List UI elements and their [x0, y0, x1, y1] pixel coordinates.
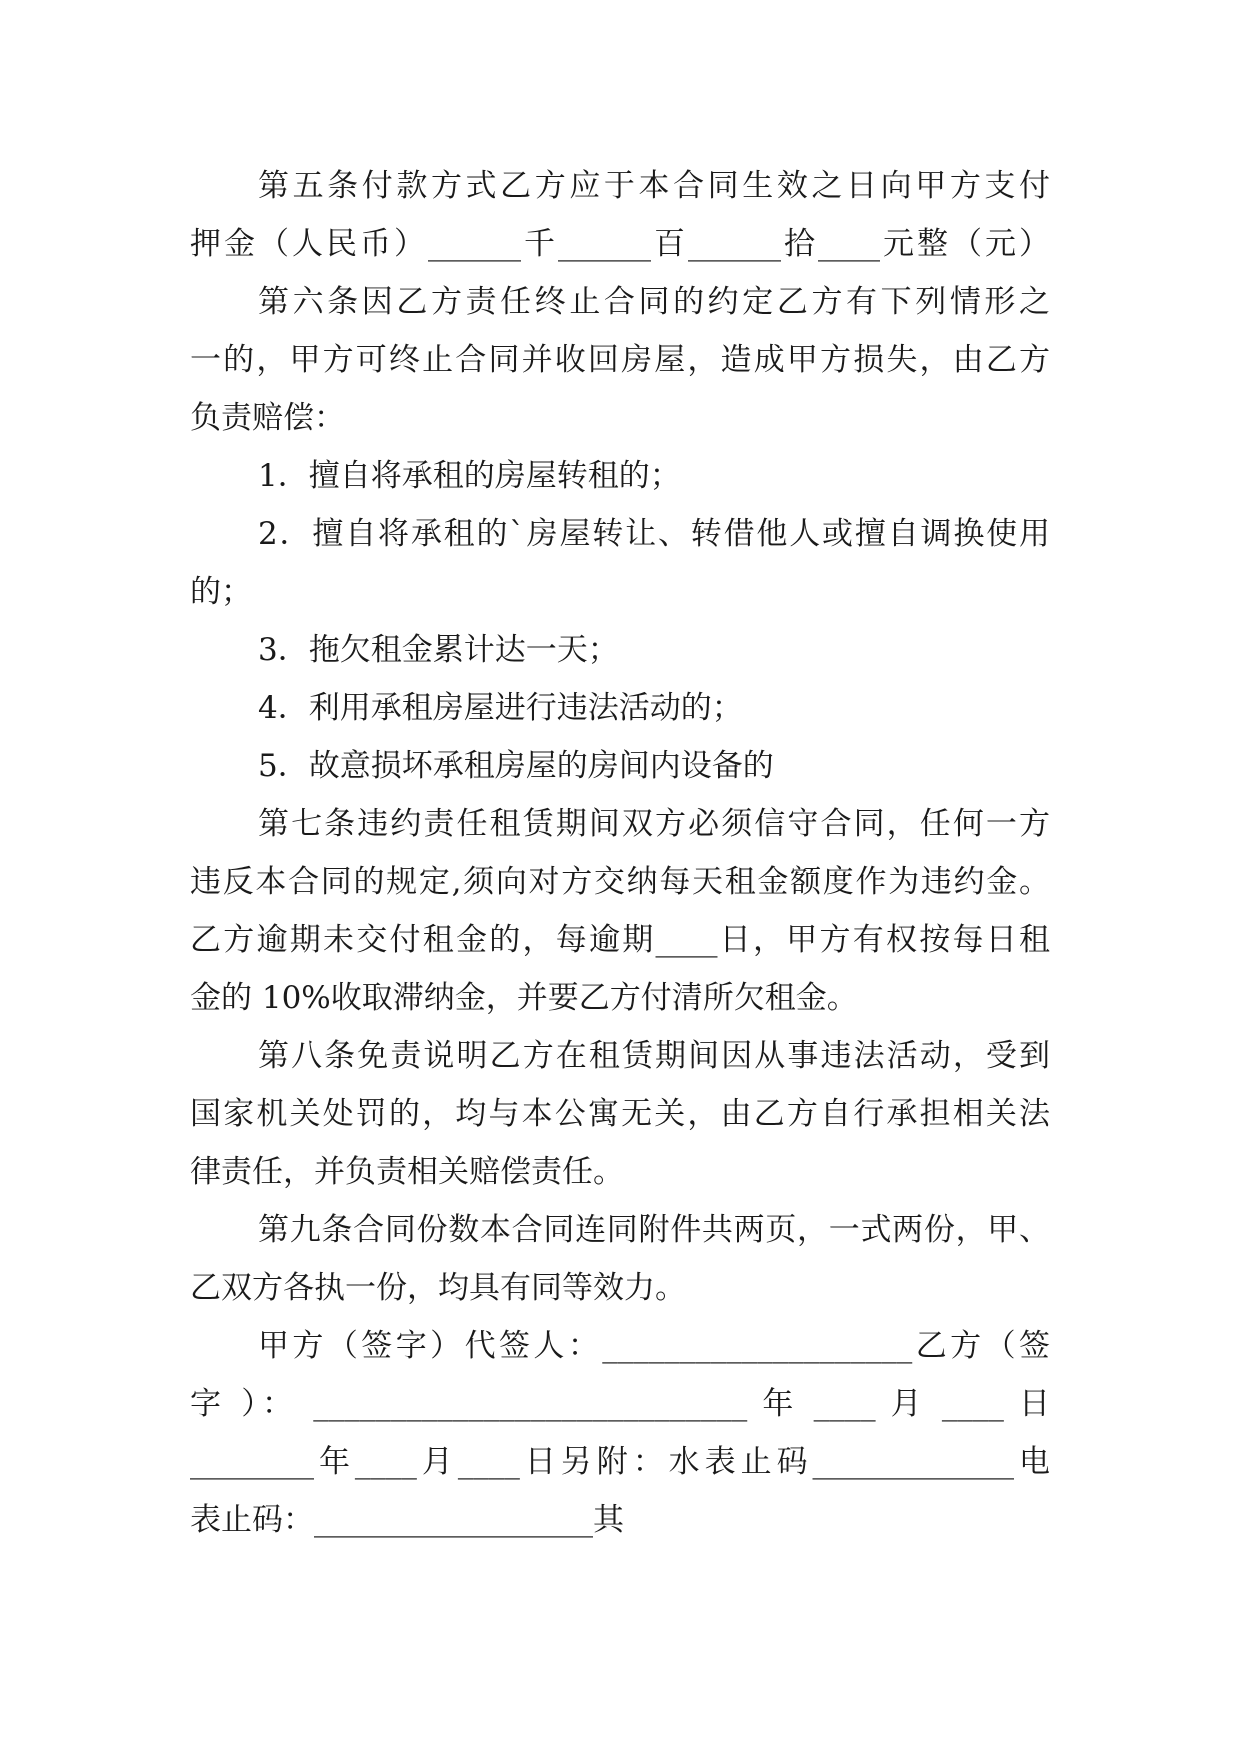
article-9-line-2: 乙双方各执一份，均具有同等效力。: [190, 1270, 686, 1306]
article-8-line-2: 国家机关处罚的，均与本公寓无关，由乙方自行承担相关法: [190, 1096, 1050, 1132]
article-5-line-1: 第五条付款方式乙方应于本合同生效之日向甲方支付: [258, 168, 1050, 204]
article-6-line-1: 第六条因乙方责任终止合同的约定乙方有下列情形之: [258, 284, 1050, 320]
list-item-2-line-1: 2．擅自将承租的`房屋转让、转借他人或擅自调换使用: [258, 516, 1050, 552]
list-item-3: 3．拖欠租金累计达一天；: [258, 632, 619, 668]
signature-line-2: 字 ）： ____________________________ 年 ____ 月 ____ 日: [190, 1386, 1050, 1422]
list-item-5: 5．故意损坏承租房屋的房间内设备的: [258, 748, 774, 784]
list-item-2-line-2: 的；: [190, 574, 252, 610]
contract-page: [190, 157, 1050, 1549]
article-7-line-3: 乙方逾期未交付租金的，每逾期____日，甲方有权按每日租: [190, 922, 1050, 958]
signature-line-3: ________年____月____日另附：水表止码_____________电: [190, 1444, 1050, 1480]
article-8-line-3: 律责任，并负责相关赔偿责任。: [190, 1154, 624, 1190]
article-7-line-1: 第七条违约责任租赁期间双方必须信守合同，任何一方: [258, 806, 1050, 842]
list-item-1: 1．擅自将承租的房屋转租的；: [258, 458, 681, 494]
signature-line-1: 甲方（签字）代签人：____________________乙方（签: [258, 1328, 1050, 1364]
article-5-line-2: 押金（人民币）______千______百______拾____元整（元）: [190, 226, 1050, 262]
article-7-line-2: 违反本合同的规定,须向对方交纳每天租金额度作为违约金。: [190, 864, 1050, 900]
article-8-line-1: 第八条免责说明乙方在租赁期间因从事违法活动，受到: [258, 1038, 1050, 1074]
article-6-line-3: 负责赔偿：: [190, 400, 345, 436]
signature-line-4: 表止码：__________________其: [190, 1502, 624, 1538]
article-6-line-2: 一的，甲方可终止合同并收回房屋，造成甲方损失，由乙方: [190, 342, 1050, 378]
article-9-line-1: 第九条合同份数本合同连同附件共两页，一式两份，甲、: [258, 1212, 1050, 1248]
article-7-line-4: 金的 10%收取滞纳金，并要乙方付清所欠租金。: [190, 980, 858, 1016]
list-item-4: 4．利用承租房屋进行违法活动的；: [258, 690, 743, 726]
